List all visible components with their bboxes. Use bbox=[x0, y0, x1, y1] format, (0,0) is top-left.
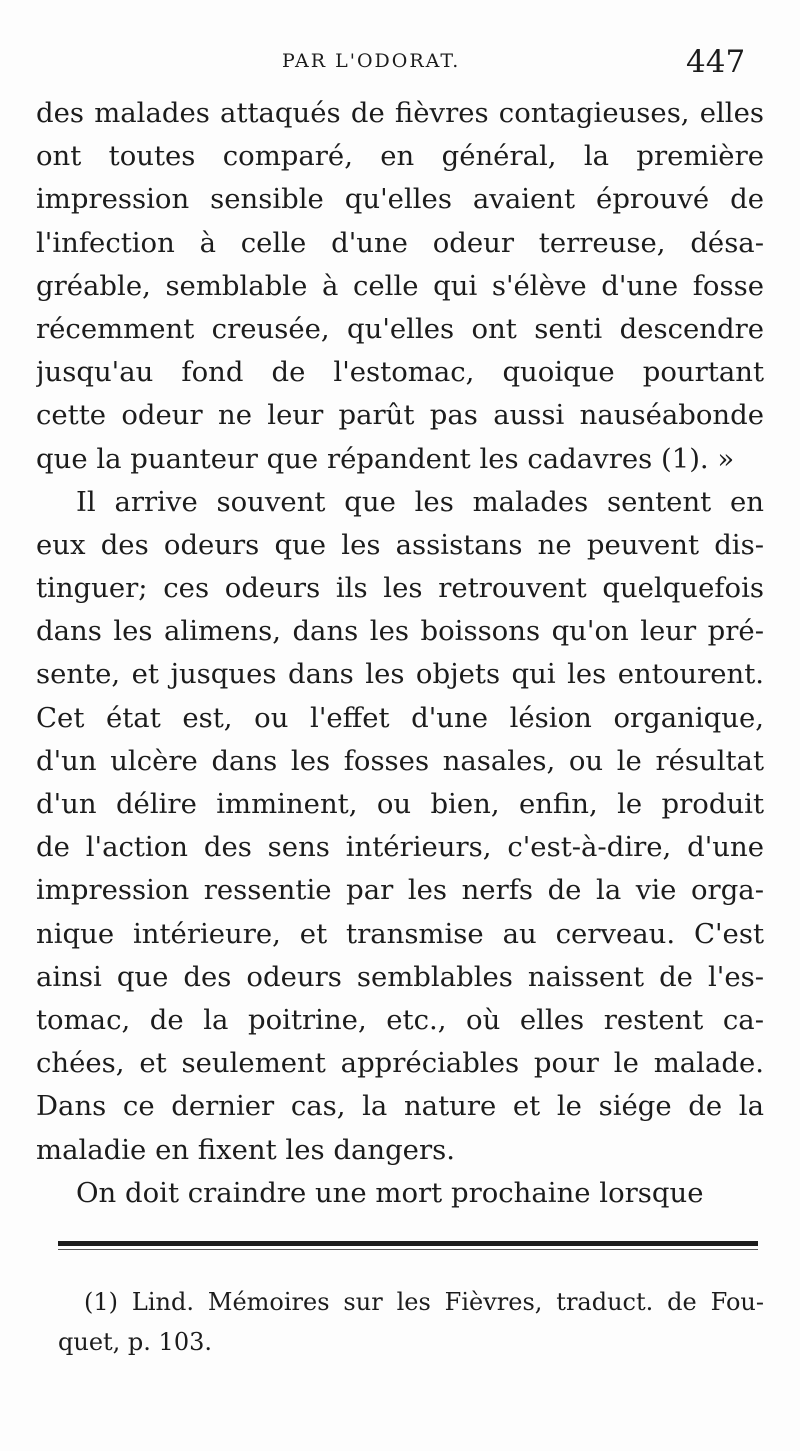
text-line: nique intérieure, et transmise au cerveau. C'est bbox=[36, 917, 764, 950]
footnote-divider-thin bbox=[58, 1249, 758, 1250]
text-line: impression sensible qu'elles avaient éprouvé de bbox=[36, 183, 764, 216]
running-title: PAR L'ODORAT. bbox=[282, 50, 461, 72]
footnote-line: quet, p. 103. bbox=[58, 1328, 212, 1356]
text-line: récemment creusée, qu'elles ont senti descendre bbox=[36, 312, 764, 345]
running-header bbox=[0, 44, 800, 88]
text-line: eux des odeurs que les assistans ne peuvent dis- bbox=[36, 528, 764, 561]
body-text bbox=[36, 92, 764, 1215]
text-line: ont toutes comparé, en général, la première bbox=[36, 140, 764, 173]
text-line: cette odeur ne leur parût pas aussi nauséabonde bbox=[36, 399, 764, 432]
text-line: des malades attaqués de fièvres contagieuses, elles bbox=[36, 97, 764, 129]
text-line: sente, et jusques dans les objets qui les entourent. bbox=[36, 658, 764, 691]
paragraph-end-line: que la puanteur que répandent les cadavres (1). » bbox=[36, 442, 735, 475]
text-line: tinguer; ces odeurs ils les retrouvent quelquefois bbox=[36, 572, 764, 605]
page-number: 447 bbox=[686, 44, 746, 80]
text-line: tomac, de la poitrine, etc., où elles restent ca- bbox=[36, 1003, 764, 1036]
text-line: dans les alimens, dans les boissons qu'on leur pré- bbox=[36, 615, 764, 648]
text-line: Dans ce dernier cas, la nature et le siége de la bbox=[36, 1090, 764, 1123]
text-line: impression ressentie par les nerfs de la vie orga- bbox=[36, 874, 764, 907]
text-line: d'un ulcère dans les fosses nasales, ou le résultat bbox=[36, 744, 764, 777]
paragraph-end-line: maladie en fixent les dangers. bbox=[36, 1133, 455, 1166]
paragraph-start-line: Il arrive souvent que les malades sentent en bbox=[76, 485, 764, 518]
text-line: d'un délire imminent, ou bien, enfin, le produit bbox=[36, 788, 764, 820]
footnote-line: (1) Lind. Mémoires sur les Fièvres, traduct. de Fou- bbox=[84, 1288, 764, 1316]
text-line: jusqu'au fond de l'estomac, quoique pourtant bbox=[36, 356, 764, 389]
footnote-divider bbox=[58, 1241, 758, 1246]
text-line: Cet état est, ou l'effet d'une lésion organique, bbox=[36, 701, 764, 734]
paragraph-start-line: On doit craindre une mort prochaine lorsque bbox=[76, 1176, 704, 1209]
text-line: de l'action des sens intérieurs, c'est-à-dire, d'une bbox=[36, 831, 764, 864]
text-line: l'infection à celle d'une odeur terreuse, désa- bbox=[36, 226, 764, 259]
text-line: ainsi que des odeurs semblables naissent de l'es- bbox=[36, 960, 764, 993]
text-line: chées, et seulement appréciables pour le malade. bbox=[36, 1047, 764, 1080]
text-line: gréable, semblable à celle qui s'élève d'une fosse bbox=[36, 269, 764, 302]
footnote bbox=[58, 1282, 764, 1362]
